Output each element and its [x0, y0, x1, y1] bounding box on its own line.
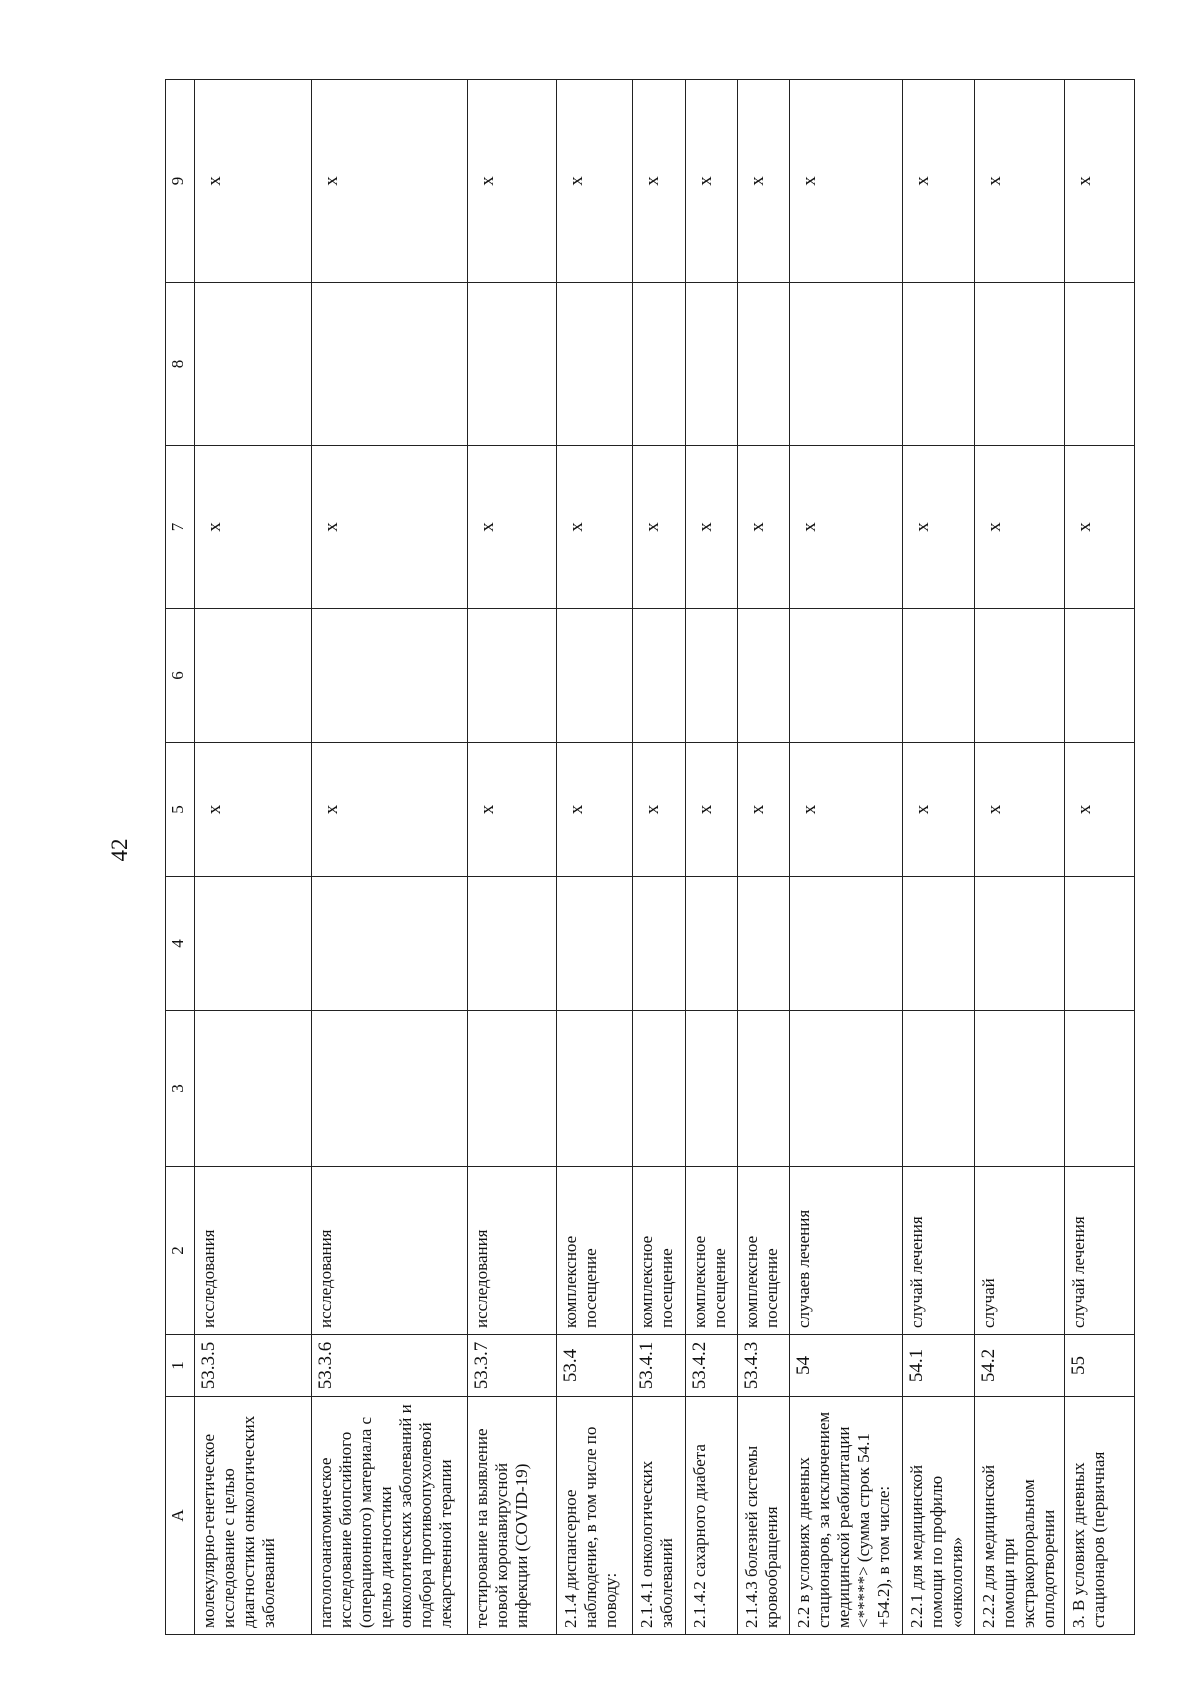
- column-header: 5: [166, 743, 195, 877]
- value-cell: [311, 609, 468, 743]
- table-header-row: [166, 80, 195, 1635]
- row-code-cell: 53.4.3: [737, 1335, 789, 1397]
- value-cell: [1064, 609, 1134, 743]
- value-cell: [468, 609, 556, 743]
- page-number: 42: [107, 838, 132, 862]
- value-cell: х: [685, 743, 737, 877]
- value-cell: х: [685, 80, 737, 283]
- value-cell: х: [311, 743, 468, 877]
- value-cell: [790, 877, 903, 1011]
- table-row: [737, 80, 789, 1635]
- value-cell: [790, 609, 903, 743]
- unit-cell: исследования: [195, 1167, 312, 1335]
- value-cell: [633, 1011, 685, 1167]
- value-cell: [790, 1011, 903, 1167]
- value-cell: [195, 609, 312, 743]
- value-cell: х: [902, 446, 974, 609]
- value-cell: [1064, 1011, 1134, 1167]
- value-cell: х: [468, 80, 556, 283]
- table-row: [311, 80, 468, 1635]
- value-cell: х: [790, 446, 903, 609]
- row-code-cell: 53.4.2: [685, 1335, 737, 1397]
- value-cell: [311, 1011, 468, 1167]
- value-cell: [975, 609, 1064, 743]
- value-cell: [737, 1011, 789, 1167]
- row-code-cell: 53.3.5: [195, 1335, 312, 1397]
- value-cell: [633, 283, 685, 446]
- value-cell: х: [975, 446, 1064, 609]
- row-code-cell: 54.2: [975, 1335, 1064, 1397]
- value-cell: х: [975, 743, 1064, 877]
- unit-cell: случаев лечения: [790, 1167, 903, 1335]
- value-cell: [737, 609, 789, 743]
- column-header: 1: [166, 1335, 195, 1397]
- value-cell: [790, 283, 903, 446]
- value-cell: х: [1064, 446, 1134, 609]
- row-code-cell: 53.3.6: [311, 1335, 468, 1397]
- table-row: [468, 80, 556, 1635]
- value-cell: х: [468, 743, 556, 877]
- table-row: [1064, 80, 1134, 1635]
- row-label-cell: 2.2.2 для медицинской помощи при экстракорпоральном оплодотворении: [975, 1397, 1064, 1635]
- row-label-cell: 3. В условиях дневных стационаров (первичная: [1064, 1397, 1134, 1635]
- value-cell: х: [975, 80, 1064, 283]
- row-label-cell: молекулярно-генетическое исследование с целью диагностики онкологических заболеваний: [195, 1397, 312, 1635]
- value-cell: х: [737, 743, 789, 877]
- value-cell: х: [737, 80, 789, 283]
- value-cell: [195, 877, 312, 1011]
- value-cell: х: [195, 743, 312, 877]
- value-cell: [311, 877, 468, 1011]
- value-cell: х: [902, 743, 974, 877]
- value-cell: [468, 283, 556, 446]
- value-cell: х: [1064, 80, 1134, 283]
- table-row: [195, 80, 312, 1635]
- column-header: 9: [166, 80, 195, 283]
- value-cell: [1064, 877, 1134, 1011]
- value-cell: [468, 877, 556, 1011]
- value-cell: [975, 1011, 1064, 1167]
- value-cell: х: [633, 80, 685, 283]
- row-label-cell: 2.1.4.1 онкологических заболеваний: [633, 1397, 685, 1635]
- unit-cell: комплексное посещение: [633, 1167, 685, 1335]
- table-row: [902, 80, 974, 1635]
- value-cell: [1064, 283, 1134, 446]
- column-header: 6: [166, 609, 195, 743]
- rotated-table-wrapper: [165, 80, 1135, 1635]
- value-cell: х: [556, 743, 632, 877]
- value-cell: [556, 283, 632, 446]
- value-cell: [737, 877, 789, 1011]
- value-cell: [685, 609, 737, 743]
- value-cell: х: [633, 446, 685, 609]
- table-row: [633, 80, 685, 1635]
- unit-cell: случай лечения: [902, 1167, 974, 1335]
- value-cell: [975, 877, 1064, 1011]
- row-code-cell: 53.4: [556, 1335, 632, 1397]
- value-cell: х: [790, 80, 903, 283]
- table-row: [790, 80, 903, 1635]
- value-cell: х: [902, 80, 974, 283]
- column-header: 8: [166, 283, 195, 446]
- row-code-cell: 54.1: [902, 1335, 974, 1397]
- unit-cell: исследования: [311, 1167, 468, 1335]
- value-cell: [902, 1011, 974, 1167]
- unit-cell: комплексное посещение: [556, 1167, 632, 1335]
- value-cell: [195, 283, 312, 446]
- unit-cell: исследования: [468, 1167, 556, 1335]
- value-cell: [902, 877, 974, 1011]
- table-row: [556, 80, 632, 1635]
- row-label-cell: 2.2.1 для медицинской помощи по профилю «онкология»: [902, 1397, 974, 1635]
- value-cell: х: [468, 446, 556, 609]
- value-cell: [685, 283, 737, 446]
- row-label-cell: 2.1.4 диспансерное наблюдение, в том числе по поводу:: [556, 1397, 632, 1635]
- value-cell: х: [685, 446, 737, 609]
- unit-cell: комплексное посещение: [685, 1167, 737, 1335]
- table-body: [195, 80, 1135, 1635]
- value-cell: [902, 283, 974, 446]
- value-cell: х: [195, 446, 312, 609]
- row-label-cell: 2.1.4.2 сахарного диабета: [685, 1397, 737, 1635]
- table-row: [685, 80, 737, 1635]
- row-label-cell: тестирование на выявление новой коронавирусной инфекции (COVID-19): [468, 1397, 556, 1635]
- value-cell: х: [1064, 743, 1134, 877]
- unit-cell: случай: [975, 1167, 1064, 1335]
- value-cell: х: [556, 80, 632, 283]
- row-label-cell: патологоанатомическое исследование биопсийного (операционного) материала с целью диагностики онкологических заболеваний и подбора противоопухолевой лекарственной терапии: [311, 1397, 468, 1635]
- row-code-cell: 55: [1064, 1335, 1134, 1397]
- value-cell: х: [790, 743, 903, 877]
- unit-cell: случай лечения: [1064, 1167, 1134, 1335]
- value-cell: [633, 609, 685, 743]
- value-cell: [195, 1011, 312, 1167]
- row-code-cell: 53.3.7: [468, 1335, 556, 1397]
- column-header: 2: [166, 1167, 195, 1335]
- value-cell: [633, 877, 685, 1011]
- column-header: 4: [166, 877, 195, 1011]
- value-cell: [556, 1011, 632, 1167]
- value-cell: х: [737, 446, 789, 609]
- value-cell: [685, 877, 737, 1011]
- value-cell: х: [311, 80, 468, 283]
- row-code-cell: 53.4.1: [633, 1335, 685, 1397]
- value-cell: [737, 283, 789, 446]
- value-cell: х: [556, 446, 632, 609]
- column-header: 3: [166, 1011, 195, 1167]
- row-code-cell: 54: [790, 1335, 903, 1397]
- data-table: [165, 79, 1135, 1635]
- value-cell: [468, 1011, 556, 1167]
- table-row: [975, 80, 1064, 1635]
- unit-cell: комплексное посещение: [737, 1167, 789, 1335]
- value-cell: [311, 283, 468, 446]
- value-cell: х: [633, 743, 685, 877]
- column-header: A: [166, 1397, 195, 1635]
- value-cell: х: [311, 446, 468, 609]
- value-cell: [975, 283, 1064, 446]
- value-cell: [685, 1011, 737, 1167]
- column-header: 7: [166, 446, 195, 609]
- value-cell: [556, 609, 632, 743]
- value-cell: х: [195, 80, 312, 283]
- row-label-cell: 2.1.4.3 болезней системы кровообращения: [737, 1397, 789, 1635]
- row-label-cell: 2.2 в условиях дневных стационаров, за исключением медицинской реабилитации <*****> (сумма строк 54.1 +54.2), в том числе:: [790, 1397, 903, 1635]
- value-cell: [556, 877, 632, 1011]
- value-cell: [902, 609, 974, 743]
